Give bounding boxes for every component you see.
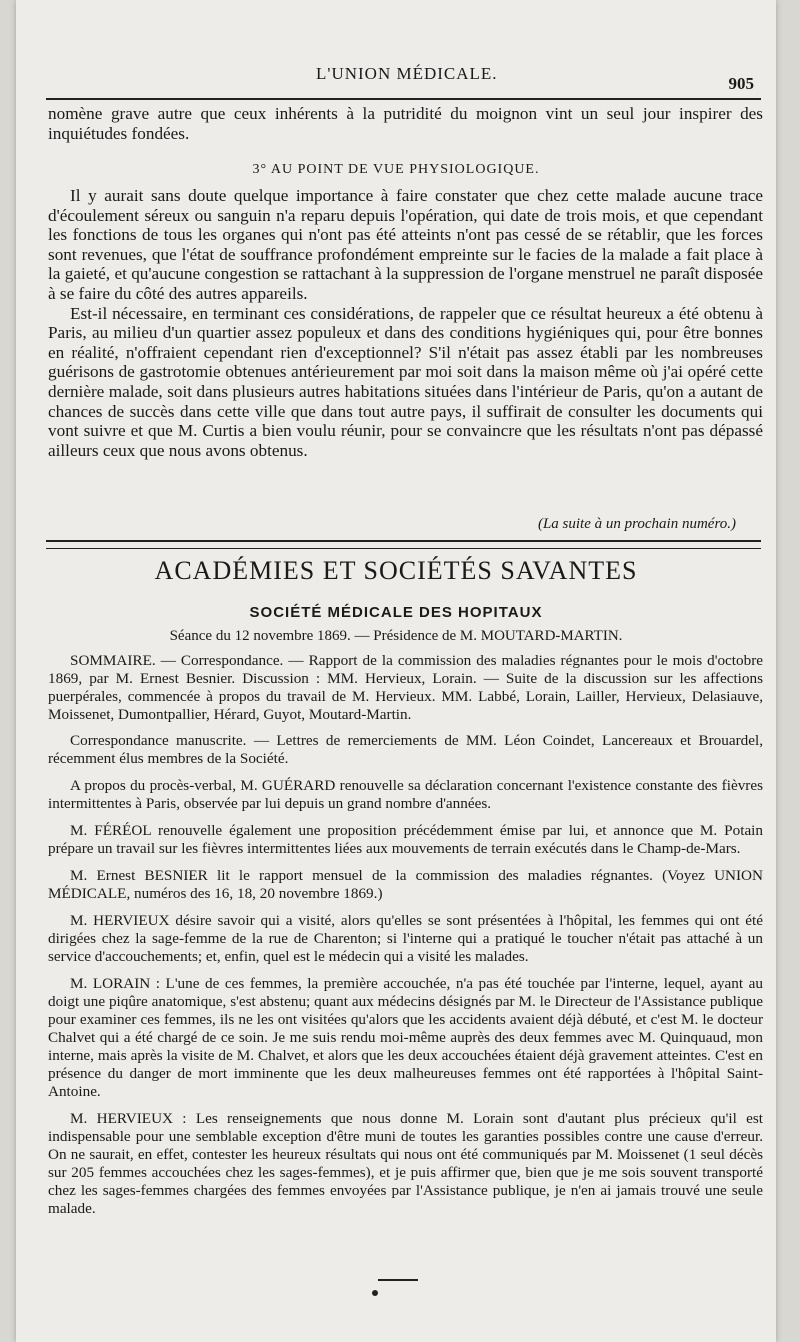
- sommaire-paragraph: SOMMAIRE. — Correspondance. — Rapport de la commission des maladies régnantes pour le mois d'octobre 1869, par M. Ernest Besnier. Discussion : MM. Hervieux, Lorain. — Suite de la discussion sur les affections puerpérales, commencée à propos du travail de M. Hervieux. MM. Labbé, Lorain, Lailler, Hervieux, Delasiauve, Moissenet, Dumontpallier, Hérard, Guyot, Moutard-Martin.: [48, 652, 763, 723]
- paragraph: M. Ernest BESNIER lit le rapport mensuel de la commission des maladies régnantes. (Voyez UNION MÉDICALE, numéros des 16, 18, 20 novembre 1869.): [48, 867, 763, 902]
- page-header: [16, 60, 776, 93]
- paragraph: M. HERVIEUX : Les renseignements que nous donne M. Lorain sont d'autant plus précieux qu'il est indispensable pour une semblable exception d'être muni de toutes les garanties possibles contre une cause d'erreur. On ne saurait, en effet, contester les heureux résultats qui nous ont été communiqués par M. Moissenet (1 seul décès sur 205 femmes accouchées chez les sages-femmes), et je puis affirmer que, bien que je me sois souvent transporté chez les sages-femmes chargées des femmes envoyées par l'Assistance publique, je n'en ai jamais trouvé une seule malade.: [48, 1110, 763, 1217]
- footer-mark: [372, 1290, 378, 1296]
- paragraph: M. HERVIEUX désire savoir qui a visité, alors qu'elles se sont présentées à l'hôpital, les femmes qui ont été dirigées chez la sage-femme de la rue de Charenton; si l'interne qui a pratiqué le toucher n'était pas attaché à un service d'accouchements; et, enfin, quel est le médecin qui a visité les malades.: [48, 912, 763, 965]
- header-rule: [46, 98, 761, 100]
- footer-rule: [378, 1279, 418, 1281]
- intro-paragraph: nomène grave autre que ceux inhérents à la putridité du moignon vint un seul jour inspirer des inquiétudes fondées.: [48, 104, 763, 143]
- page: [16, 0, 776, 1342]
- subsection-body: [48, 186, 763, 460]
- paragraph: M. FÉRÉOL renouvelle également une proposition précédemment émise par lui, et annonce que M. Potain prépare un travail sur les fièvres intermittentes liées aux mouvements de terrain exécutés dans le Champ-de-Mars.: [48, 822, 763, 857]
- running-title: L'UNION MÉDICALE.: [316, 64, 498, 83]
- intro-text: [48, 104, 763, 143]
- continuation-note: (La suite à un prochain numéro.): [537, 516, 736, 532]
- proceedings: [48, 732, 763, 1218]
- sommaire: [48, 652, 763, 724]
- page-number: 905: [728, 74, 754, 93]
- section-title: ACADÉMIES ET SOCIÉTÉS SAVANTES: [154, 556, 638, 585]
- subsection-heading: 3° AU POINT DE VUE PHYSIOLOGIQUE.: [252, 162, 540, 177]
- section-divider: [46, 540, 761, 549]
- paragraph: Correspondance manuscrite. — Lettres de remerciements de MM. Léon Coindet, Lancereaux et Brouardel, récemment élus membres de la Société.: [48, 732, 763, 767]
- society-title: SOCIÉTÉ MÉDICALE DES HOPITAUX: [249, 604, 543, 621]
- paragraph: Il y aurait sans doute quelque importance à faire constater que chez cette malade aucune trace d'écoulement séreux ou sanguin n'a reparu depuis l'opération, qui date de trois mois, et que cependant les fonctions de tous les organes qui n'ont pas été atteints n'ont pas cessé de se rétablir, que les forces sont revenues, que l'état de souffrance profondément empreinte sur le facies de la malade a fait place à la gaieté, et qu'aucune congestion se rattachant à la suppression de l'organe menstruel ne paraît disposée à se faire du côté des autres appareils.: [48, 186, 763, 303]
- paragraph: M. LORAIN : L'une de ces femmes, la première accouchée, n'a pas été touchée par l'interne, lequel, ayant au doigt une piqûre anatomique, s'est abstenu; quant aux médecins désignés par M. le Directeur de l'Assistance publique pour examiner ces femmes, ils ne les ont visitées qu'alors que les accidents avaient déjà débuté, et c'est M. le docteur Chalvet qui a été chargé de ce soin. Je me suis rendu moi-même auprès des deux femmes avec M. Quinquaud, mon interne, mais après la visite de M. Chalvet, et alors que les deux accouchées étaient déjà gravement atteintes. C'est en présence du danger de mort imminente que les deux malheureuses femmes ont été rapportées à l'hôpital Saint-Antoine.: [48, 975, 763, 1100]
- paragraph: Est-il nécessaire, en terminant ces considérations, de rappeler que ce résultat heureux a été obtenu à Paris, au milieu d'un quartier assez populeux et dans des conditions hygiéniques qui, pour être bonnes en réalité, n'offraient cependant rien d'exceptionnel? S'il n'était pas assez établi par les nombreuses guérisons de gastrotomie obtenues antérieurement par moi soit dans la maison même où j'ai opéré cette dernière malade, soit dans plusieurs autres habitations situées dans l'intérieur de Paris, qu'on a autant de chances de succès dans cette ville que dans tout autre pays, il suffirait de consulter les documents qui vont suivre et que M. Curtis a bien voulu réunir, pour se convaincre que les résultats n'ont pas dépassé ailleurs ceux que nous avons obtenus.: [48, 303, 763, 460]
- paragraph: A propos du procès-verbal, M. GUÉRARD renouvelle sa déclaration concernant l'existence constante des fièvres intermittentes à Paris, observée par lui depuis un grand nombre d'années.: [48, 777, 763, 812]
- seance-line: Séance du 12 novembre 1869. — Présidence de M. MOUTARD-MARTIN.: [169, 628, 623, 644]
